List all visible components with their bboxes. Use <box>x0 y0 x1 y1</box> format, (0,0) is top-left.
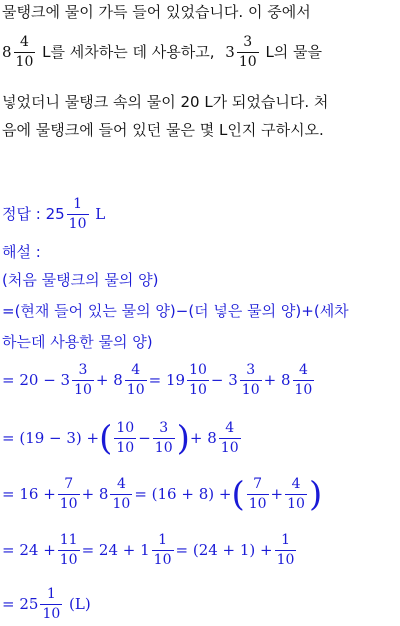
answer-label: 정답 : 25 <box>2 205 65 223</box>
whole-number: 8 <box>2 43 12 61</box>
fraction: $\frac{4}{10}$ <box>15 34 34 70</box>
answer-fraction: $\frac{1}{10}$ <box>68 196 87 232</box>
problem-line-2 <box>2 32 322 72</box>
solution-step-3: = 16 + $\frac{7}{10}$ + 8 $\frac{4}{10}$ = (16 + 8) +( $\frac{7}{10}$ + $\frac{4}{10}$ ) <box>2 474 323 515</box>
solution-header: 해설 : <box>2 243 41 261</box>
problem-text: L의 물을 <box>265 43 323 61</box>
solution-step-1: = 20 − 3 $\frac{3}{10}$ + 8 $\frac{4}{10}$ = 19 $\frac{10}{10}$ − 3 $\frac{3}{10}$ + 8 $\frac{4}{10}$ <box>2 362 313 398</box>
solution-step-5: = 25 $\frac{1}{10}$ (L) <box>2 586 91 622</box>
whole-number: 3 <box>225 43 235 61</box>
solution-line-c: 하는데 사용한 물의 양) <box>2 333 153 351</box>
fraction: $\frac{3}{10}$ <box>238 34 257 70</box>
solution-step-4: = 24 + $\frac{11}{10}$ = 24 + 1 $\frac{1}{10}$ = (24 + 1) + $\frac{1}{10}$ <box>2 532 295 568</box>
problem-line-1: 물탱크에 물이 가득 들어 있었습니다. 이 중에서 <box>2 3 311 21</box>
problem-line-3: 넣었더니 물탱크 속의 물이 20 L가 되었습니다. 처 <box>2 93 329 111</box>
answer-unit: L <box>95 205 106 223</box>
solution-line-a: (처음 물탱크의 물의 양) <box>2 271 159 289</box>
solution-line-b: =(현재 들어 있는 물의 양)−(더 넣은 물의 양)+(세차 <box>2 302 349 320</box>
answer-line <box>2 194 105 234</box>
problem-line-4: 음에 물탱크에 들어 있던 물은 몇 L인지 구하시오. <box>2 121 324 139</box>
problem-text: L를 세차하는 데 사용하고, <box>42 43 215 61</box>
solution-step-2: = (19 − 3) +( $\frac{10}{10}$ − $\frac{3}{10}$ )+ 8 $\frac{4}{10}$ <box>2 418 239 459</box>
